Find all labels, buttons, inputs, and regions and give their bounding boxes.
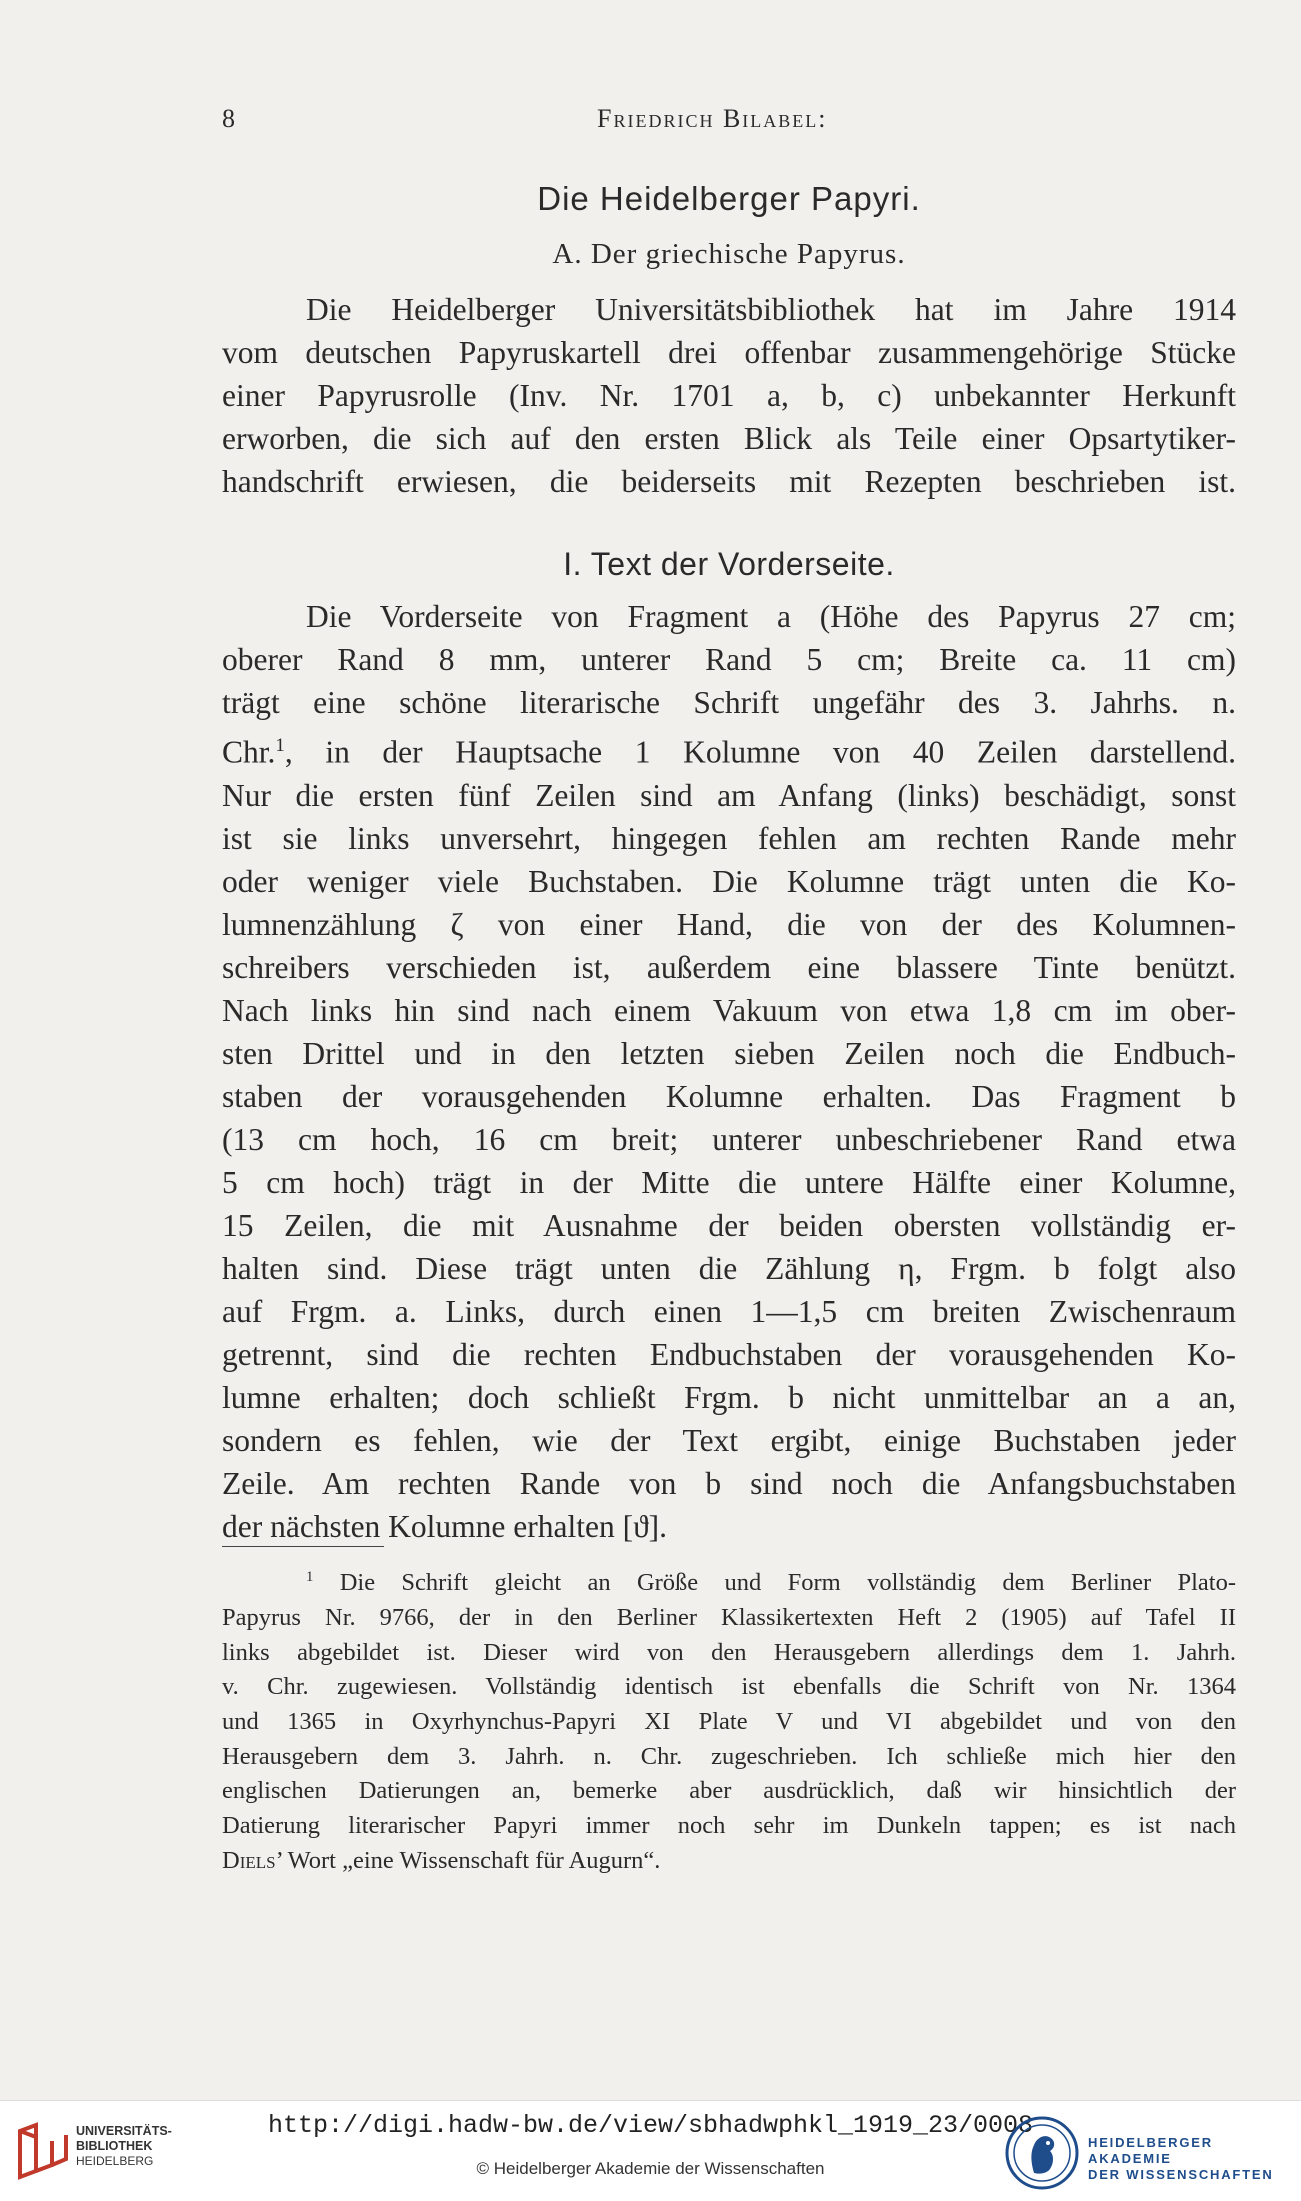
page-title: Die Heidelberger Papyri. <box>537 180 921 217</box>
body-line: lumnenzählung ζ von einer Hand, die von der des Kolumnen- <box>222 906 1236 942</box>
intro-line: Die Heidelberger Universitätsbibliothek hat im Jahre 1914 <box>306 292 1236 327</box>
academy-name <box>1088 2135 1301 2183</box>
academy-seal-logo-icon[interactable] <box>1004 2115 1080 2191</box>
intro-line: einer Papyrusrolle (Inv. Nr. 1701 a, b, c) unbekannter Herkunft <box>222 378 1236 413</box>
body-line: Die Vorderseite von Fragment a (Höhe des Papyrus 27 cm; <box>306 599 1236 634</box>
library-name-line: BIBLIOTHEK <box>76 2139 153 2153</box>
section-heading: I. Text der Vorderseite. <box>563 546 895 582</box>
body-line: (13 cm hoch, 16 cm breit; unterer unbeschriebener Rand etwa <box>222 1121 1236 1157</box>
body-line: oder weniger viele Buchstaben. Die Kolumne trägt unten die Ko- <box>222 863 1236 899</box>
footnote-marker: 1 <box>306 1569 314 1585</box>
permalink-url[interactable]: http://digi.hadw-bw.de/view/sbhadwphkl_1919_23/0008 <box>267 2111 1034 2140</box>
body-line: staben der vorausgehenden Kolumne erhalten. Das Fragment b <box>222 1078 1236 1114</box>
body-line: 5 cm hoch) trägt in der Mitte die untere Hälfte einer Kolumne, <box>222 1164 1236 1200</box>
body-line: getrennt, sind die rechten Endbuchstaben der vorausgehenden Ko- <box>222 1336 1236 1372</box>
footnote-line: Datierung literarischer Papyri immer noch sehr im Dunkeln tappen; es ist nach <box>222 1812 1236 1840</box>
author-name: Diels <box>222 1846 276 1874</box>
footnote-line: Herausgebern dem 3. Jahrh. n. Chr. zugeschrieben. Ich schließe mich hier den <box>222 1742 1236 1770</box>
page-number: 8 <box>222 104 235 133</box>
body-line: sten Drittel und in den letzten sieben Zeilen noch die Endbuch- <box>222 1035 1236 1071</box>
running-title: Friedrich Bilabel: <box>597 104 828 133</box>
body-text-fragment: , in der Hauptsache 1 Kolumne von 40 Zeilen darstellend. <box>284 734 1236 770</box>
body-line: trägt eine schöne literarische Schrift ungefähr des 3. Jahrhs. n. <box>222 685 1236 720</box>
footnote-line <box>222 1560 1236 1601</box>
body-line <box>222 724 1236 774</box>
body-line: 15 Zeilen, die mit Ausnahme der beiden obersten vollständig er- <box>222 1207 1236 1243</box>
intro-line: handschrift erwiesen, die beiderseits mit Rezepten beschrieben ist. <box>222 464 1236 499</box>
footnote-reference: 1 <box>275 735 285 756</box>
section-subtitle: A. Der griechische Papyrus. <box>552 238 906 270</box>
academy-name-line: HEIDELBERGER AKADEMIE <box>1088 2135 1213 2166</box>
body-paragraph <box>222 595 1236 1548</box>
library-name-line: HEIDELBERG <box>76 2154 154 2168</box>
intro-line: erworben, die sich auf den ersten Blick als Teile einer Opsartytiker- <box>222 421 1236 456</box>
body-line: der nächsten Kolumne erhalten [ϑ]. <box>222 1508 668 1544</box>
footnote-text: Die Schrift gleicht an Größe und Form vollständig dem Berliner Plato- <box>313 1569 1236 1597</box>
body-line: schreibers verschieden ist, außerdem eine blassere Tinte benützt. <box>222 949 1236 985</box>
academy-name-line: DER WISSENSCHAFTEN <box>1088 2167 1274 2182</box>
footnote-line: Papyrus Nr. 9766, der in den Berliner Klassikertexten Heft 2 (1905) auf Tafel II <box>222 1603 1236 1631</box>
running-head <box>222 104 1252 144</box>
footnote-line: und 1365 in Oxyrhynchus-Papyri XI Plate V und VI abgebildet und von den <box>222 1707 1236 1735</box>
library-name-line: UNIVERSITÄTS- <box>76 2124 172 2138</box>
intro-paragraph <box>222 288 1236 503</box>
footnote-line <box>222 1844 1236 1879</box>
footnote-line: v. Chr. zugewiesen. Vollständig identisch ist ebenfalls die Schrift von Nr. 1364 <box>222 1673 1236 1701</box>
viewer-footer <box>0 2100 1301 2201</box>
body-line: halten sind. Diese trägt unten die Zählung η, Frgm. b folgt also <box>222 1250 1236 1286</box>
footnote-text: ’ Wort „eine Wissenschaft für Augurn“. <box>275 1846 661 1874</box>
copyright-notice: © Heidelberger Akademie der Wissenschaften <box>476 2159 825 2178</box>
body-line: auf Frgm. a. Links, durch einen 1—1,5 cm breiten Zwischenraum <box>222 1293 1236 1329</box>
body-line: ist sie links unversehrt, hingegen fehlen am rechten Rande mehr <box>222 820 1236 856</box>
body-line: oberer Rand 8 mm, unterer Rand 5 cm; Breite ca. 11 cm) <box>222 642 1236 677</box>
body-line: sondern es fehlen, wie der Text ergibt, einige Buchstaben jeder <box>222 1422 1236 1458</box>
body-line: Nach links hin sind nach einem Vakuum von etwa 1,8 cm im ober- <box>222 992 1236 1028</box>
footnote <box>222 1560 1236 1878</box>
footnote-line: links abgebildet ist. Dieser wird von den Herausgebern allerdings dem 1. Jahrh. <box>222 1638 1236 1666</box>
body-line: Zeile. Am rechten Rande von b sind noch die Anfangsbuchstaben <box>222 1465 1236 1501</box>
footnote-rule <box>222 1546 384 1547</box>
body-line: Nur die ersten fünf Zeilen sind am Anfang (links) beschädigt, sonst <box>222 777 1236 813</box>
body-line: lumne erhalten; doch schließt Frgm. b nicht unmittelbar an a an, <box>222 1379 1236 1415</box>
footnote-line: englischen Datierungen an, bemerke aber ausdrücklich, daß wir hinsichtlich der <box>222 1777 1236 1805</box>
intro-line: vom deutschen Papyruskartell drei offenbar zusammengehörige Stücke <box>222 335 1236 370</box>
body-text-fragment: Chr. <box>222 734 276 770</box>
